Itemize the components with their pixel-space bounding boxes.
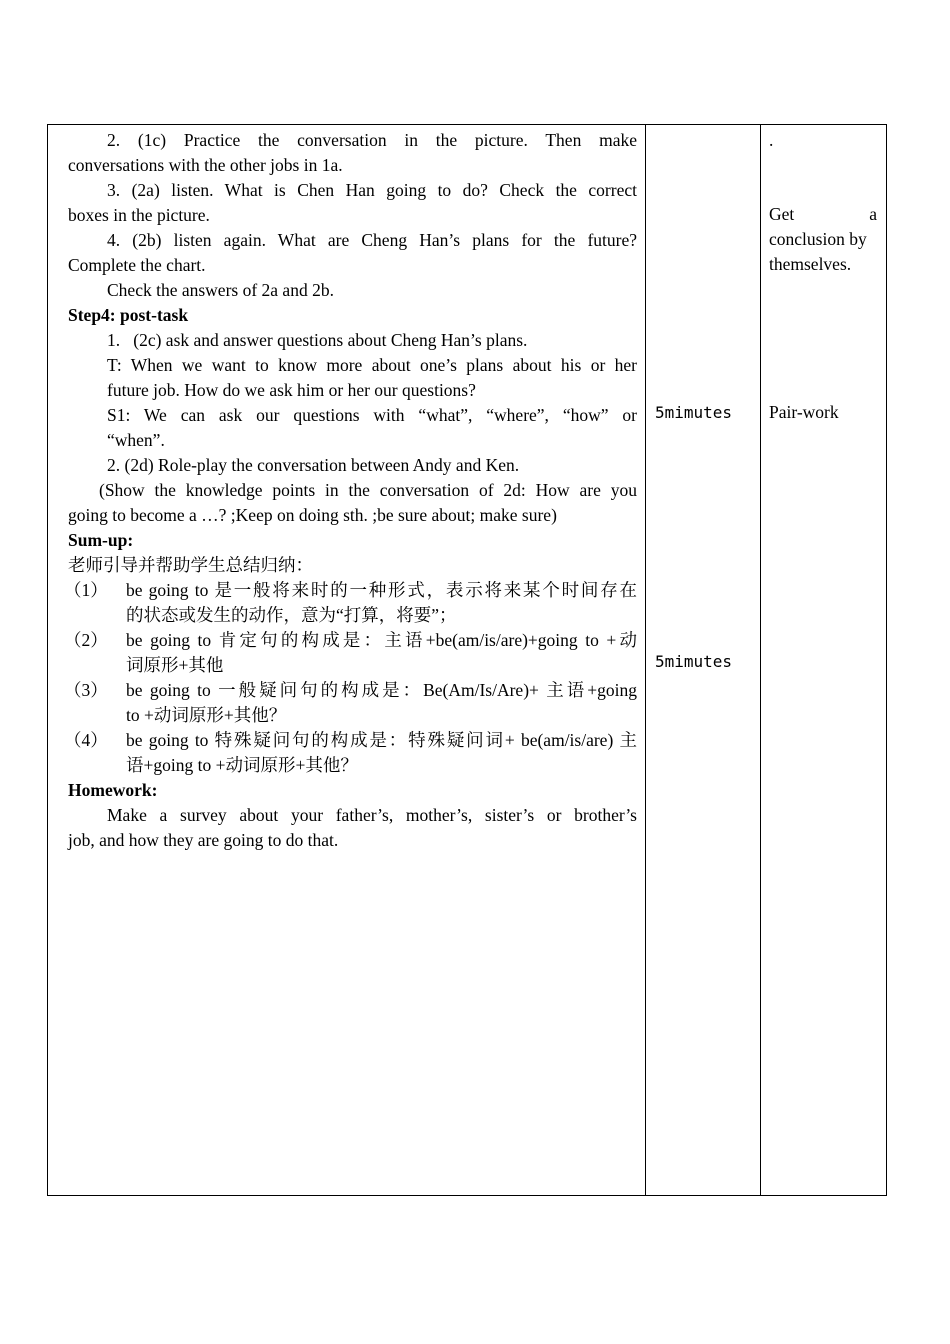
text-line: 4. (2b) listen again. What are Cheng Han’s plans for the future?	[107, 230, 637, 250]
homework-line: job, and how they are going to do that.	[68, 830, 339, 850]
homework-line: Make a survey about your father’s, mother’s, sister’s or brother’s	[107, 805, 637, 825]
text-line: 3. (2a) listen. What is Chen Han going to do? Check the correct	[107, 180, 637, 200]
text-line: S1: We can ask our questions with “what”, “where”, “how” or	[107, 405, 637, 425]
text-line: boxes in the picture.	[68, 205, 210, 225]
text-line: 老师引导并帮助学生总结归纳：	[68, 555, 313, 575]
method-note	[769, 202, 877, 277]
summary-item-line: 语+going to +动词原形+其他？	[126, 755, 358, 775]
text-line: Check the answers of 2a and 2b.	[107, 280, 334, 300]
method-note	[769, 400, 877, 425]
homework-heading: Homework:	[68, 780, 158, 800]
text-line: 1. (2c) ask and answer questions about Cheng Han’s plans.	[107, 330, 528, 350]
summary-item-number: （2）	[64, 630, 108, 650]
summary-item-line: 的状态或发生的动作，意为“打算，将要”；	[126, 605, 457, 625]
text-line: (Show the knowledge points in the conversation of 2d: How are you	[99, 480, 637, 500]
lesson-plan-table	[47, 124, 887, 1196]
summary-item-line: be going to 一般疑问句的构成是：Be(Am/Is/Are)+ 主语+going	[126, 680, 637, 700]
summary-item-line: be going to 特殊疑问句的构成是：特殊疑问词+ be(am/is/are) 主	[126, 730, 637, 750]
summary-item	[64, 678, 637, 728]
summary-item-number: （4）	[64, 730, 108, 750]
summary-item-number: （1）	[64, 580, 108, 600]
method-column	[761, 125, 886, 1195]
method-word: Get	[769, 204, 795, 224]
text-line: going to become a …? ;Keep on doing sth. ;be sure about; make sure)	[68, 505, 557, 525]
text-line: T: When we want to know more about one’s plans about his or her	[107, 355, 637, 375]
time-value: 5mimutes	[655, 403, 733, 422]
text-line: Complete the chart.	[68, 255, 206, 275]
text-line: conversations with the other jobs in 1a.	[68, 155, 343, 175]
method-line	[769, 202, 877, 227]
text-line: 2. (2d) Role-play the conversation between Andy and Ken.	[107, 455, 520, 475]
section-heading: Sum-up:	[68, 530, 134, 550]
summary-item	[64, 578, 637, 628]
summary-item-line: be going to 是一般将来时的一种形式，表示将来某个时间存在	[126, 580, 637, 600]
method-line: Pair-work	[769, 402, 839, 422]
time-value: 5mimutes	[655, 652, 733, 671]
text-line: 2. (1c) Practice the conversation in the picture. Then make	[107, 130, 637, 150]
summary-item-line: be going to 肯定句的构成是：主语+be(am/is/are)+going to +动	[126, 630, 637, 650]
method-line: themselves.	[769, 254, 852, 274]
summary-item	[64, 728, 637, 778]
method-text: .	[769, 130, 774, 150]
summary-item	[64, 628, 637, 678]
section-heading: Step4: post-task	[68, 305, 189, 325]
method-line: conclusion by	[769, 229, 867, 249]
text-line: future job. How do we ask him or her our questions?	[107, 380, 476, 400]
text-line: “when”.	[107, 430, 165, 450]
method-word: a	[869, 204, 877, 224]
summary-item-line: to +动词原形+其他？	[126, 705, 287, 725]
summary-item-line: 词原形+其他	[126, 655, 224, 675]
activity-column	[48, 125, 646, 1195]
summary-item-number: （3）	[64, 680, 108, 700]
time-column	[646, 125, 761, 1195]
method-dot	[769, 128, 877, 153]
